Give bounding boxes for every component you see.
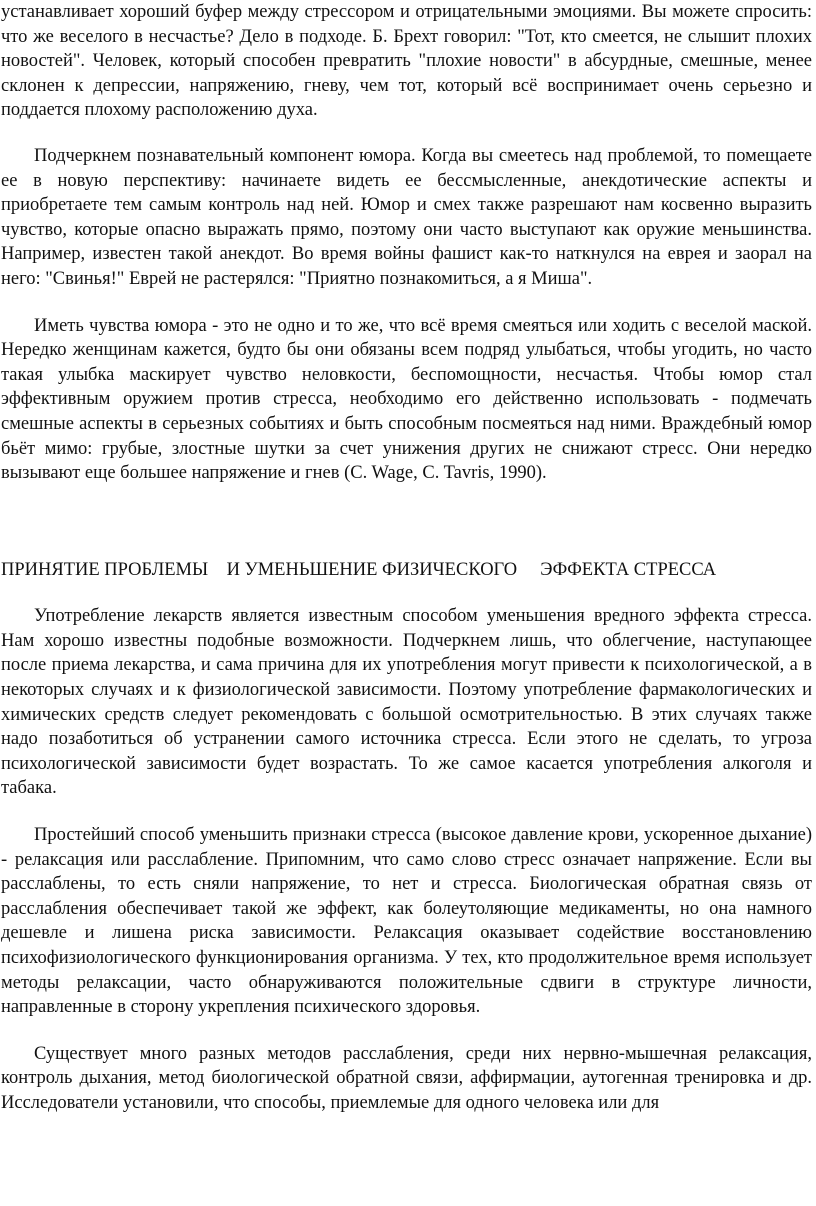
paragraph-buffer: устанавливает хороший буфер между стрессором и отрицательными эмоциями. Вы можете спросить: что же веселого в несчастье? Дело в подходе. Б. Брехт говорил: "Тот, кто смеется, не слышит плохих новостей". Человек, который способен превратить "плохие новости" в абсурдные, смешные, менее склонен к депрессии, напряжению, гневу, чем тот, который всё воспринимает очень серьезно и поддается плохому расположению духа. — [1, 2, 812, 121]
paragraph-humor-cognitive: Подчеркнем познавательный компонент юмора. Когда вы смеетесь над проблемой, то помещаете ее в новую перспективу: начинаете видеть ее бессмысленные, анекдотические аспекты и приобретаете тем самым контроль над ней. Юмор и смех также разрешают нам косвенно выразить чувство, которые опасно выражать прямо, поэтому они часто выступают как оружие меньшинства. Например, известен такой анекдот. Во время войны фашист как-то наткнулся на еврея и заорал на него: "Свинья!" Еврей не растерялся: "Приятно познакомиться, а я Миша". — [1, 145, 812, 289]
section-heading: ПРИНЯТИЕ ПРОБЛЕМЫ И УМЕНЬШЕНИЕ ФИЗИЧЕСКОГО ЭФФЕКТА СТРЕССА — [1, 559, 717, 580]
paragraph-relaxation: Простейший способ уменьшить признаки стресса (высокое давление крови, ускоренное дыхание) - релаксация или расслабление. Припомним, что само слово стресс означает напряжение. Если вы расслаблены, то есть сняли напряжение, то нет и стресса. Биологическая обратная связь от расслабления обеспечивает такой же эффект, как болеутоляющие медикаменты, но она намного дешевле и лишена риска зависимости. Релаксация оказывает содействие восстановлению психофизиологического функционирования организма. У тех, кто продолжительное время использует методы релаксации, часто обнаруживаются положительные сдвиги в структуре личности, направленные в сторону укрепления психического здоровья. — [1, 825, 812, 1018]
paragraph-medication: Употребление лекарств является известным способом уменьшения вредного эффекта стресса. Нам хорошо известны подобные возможности. Подчеркнем лишь, что облегчение, наступающее после приема лекарства, и сама причина для их употребления могут привести к психологической, а в некоторых случаях и к физиологической зависимости. Поэтому употребление фармакологических и химических средств следует рекомендовать с большой осмотрительностью. В этих случаях также надо позаботиться об устранении самого источника стресса. Если этого не сделать, то угроза психологической зависимости будет возрастать. То же самое касается употребления алкоголя и табака. — [1, 606, 812, 799]
paragraph-methods: Существует много разных методов расслабления, среди них нервно-мышечная релаксация, контроль дыхания, метод биологической обратной связи, аффирмации, аутогенная тренировка и др. Исследователи установили, что способы, приемлемые для одного человека или для — [1, 1043, 812, 1113]
paragraph-humor-sense: Иметь чувства юмора - это не одно и то же, что всё время смеяться или ходить с веселой маской. Нередко женщинам кажется, будто бы они обязаны всем подряд улыбаться, чтобы угодить, но часто такая улыбка маскирует чувство неловкости, беспомощности, несчастья. Чтобы юмор стал эффективным оружием против стресса, необходимо его действенно использовать - подмечать смешные аспекты в серьезных событиях и быть способным посмеяться над ними. Враждебный юмор бьёт мимо: грубые, злостные шутки за счет унижения других не снижают стресс. Они нередко вызывают еще большее напряжение и гнев (C. Wage, C. Tavris, 1990). — [1, 315, 812, 484]
